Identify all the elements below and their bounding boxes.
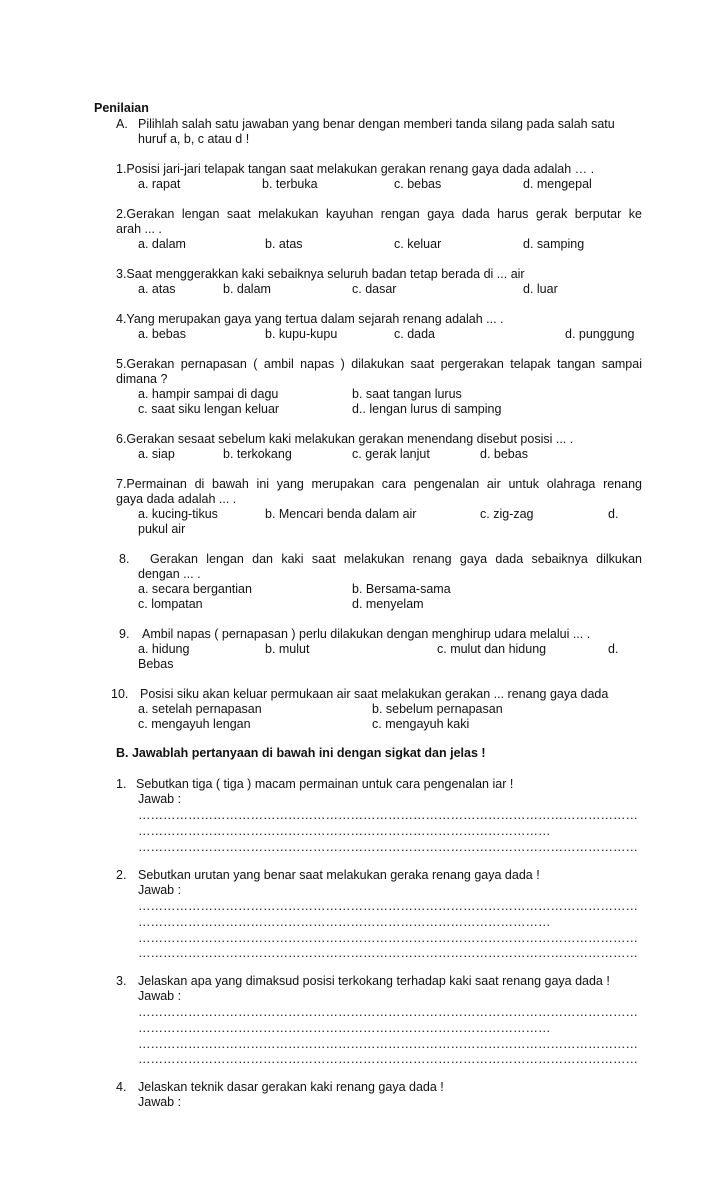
question-8-option-a: a. secara bergantian [138, 582, 252, 596]
question-9-text: Ambil napas ( pernapasan ) perlu dilakukan dengan menghirup udara melalui ... . [142, 627, 591, 641]
essay-3-question: Jelaskan apa yang dimaksud posisi terkokang terhadap kaki saat renang gaya dada ! [138, 974, 610, 988]
essay-3-answer-label: Jawab : [138, 989, 182, 1003]
question-10-option-a: a. setelah pernapasan [138, 702, 262, 716]
question-3-text: 3.Saat menggerakkan kaki sebaiknya seluruh badan tetap berada di ... air [116, 267, 525, 281]
question-7-option-c: c. zig-zag [480, 507, 534, 521]
question-8-option-d: d. menyelam [352, 597, 424, 611]
question-7-text-line1: 7.Permainan di bawah ini yang merupakan cara pengenalan air untuk olahraga renang [116, 477, 642, 491]
essay-2-question: Sebutkan urutan yang benar saat melakukan geraka renang gaya dada ! [138, 868, 540, 882]
question-8-option-b: b. Bersama-sama [352, 582, 451, 596]
question-1-option-d: d. mengepal [523, 177, 592, 191]
question-2-option-c: c. keluar [394, 237, 442, 251]
question-9-option-d: d. [608, 642, 619, 656]
question-7-option-b: b. Mencari benda dalam air [265, 507, 417, 521]
essay-4-number: 4. [116, 1080, 127, 1094]
essay-3-answer-line[interactable]: ………………………………………………………………………………………………………… [138, 1052, 638, 1066]
question-9-option-b: b. mulut [265, 642, 310, 656]
question-1-text: 1.Posisi jari-jari telapak tangan saat melakukan gerakan renang gaya dada adalah … . [116, 162, 595, 176]
essay-4-question: Jelaskan teknik dasar gerakan kaki renang gaya dada ! [138, 1080, 444, 1094]
question-6-option-b: b. terkokang [223, 447, 292, 461]
question-10-option-b: b. sebelum pernapasan [372, 702, 503, 716]
essay-2-answer-line[interactable]: ………………………………………………………………………………………………………… [138, 899, 638, 913]
essay-1-answer-label: Jawab : [138, 792, 182, 806]
question-3-option-d: d. luar [523, 282, 558, 296]
essay-2-answer-line[interactable]: ……………………………………………………………………………………… [138, 915, 551, 929]
essay-2-answer-label: Jawab : [138, 883, 182, 897]
question-4-option-b: b. kupu-kupu [265, 327, 338, 341]
question-1-option-a: a. rapat [138, 177, 181, 191]
page-title: Penilaian [94, 101, 149, 115]
essay-2-number: 2. [116, 868, 127, 882]
section-b-title: B. Jawablah pertanyaan di bawah ini dengan sigkat dan jelas ! [116, 746, 486, 760]
section-a-instruction-line1: Pilihlah salah satu jawaban yang benar dengan memberi tanda silang pada salah satu [138, 117, 615, 131]
question-4-option-a: a. bebas [138, 327, 186, 341]
question-3-option-a: a. atas [138, 282, 176, 296]
section-a-instruction-line2: huruf a, b, c atau d ! [138, 132, 250, 146]
essay-3-answer-line[interactable]: ………………………………………………………………………………………………………… [138, 1005, 638, 1019]
essay-3-number: 3. [116, 974, 127, 988]
question-8-option-c: c. lompatan [138, 597, 203, 611]
question-4-option-d: d. punggung [565, 327, 635, 341]
section-a-label: A. [116, 117, 128, 131]
question-5-text-line1: 5.Gerakan pernapasan ( ambil napas ) dilakukan saat pergerakan telapak tangan sampai [116, 357, 642, 371]
essay-1-answer-line[interactable]: ………………………………………………………………………………………………………… [138, 808, 638, 822]
question-4-text: 4.Yang merupakan gaya yang tertua dalam sejarah renang adalah ... . [116, 312, 504, 326]
essay-2-answer-line[interactable]: ………………………………………………………………………………………………………… [138, 931, 638, 945]
question-6-option-d: d. bebas [480, 447, 528, 461]
essay-1-number: 1. [116, 777, 127, 791]
question-5-option-a: a. hampir sampai di dagu [138, 387, 279, 401]
question-10-number: 10. [111, 687, 129, 701]
question-6-option-c: c. gerak lanjut [352, 447, 430, 461]
question-5-text-line2: dimana ? [116, 372, 168, 386]
question-6-option-a: a. siap [138, 447, 175, 461]
question-9-option-d-text: Bebas [138, 657, 174, 671]
question-7-option-d: d. [608, 507, 619, 521]
question-1-option-c: c. bebas [394, 177, 442, 191]
question-3-option-b: b. dalam [223, 282, 271, 296]
question-5-option-d: d.. lengan lurus di samping [352, 402, 502, 416]
question-2-option-d: d. samping [523, 237, 585, 251]
question-2-option-a: a. dalam [138, 237, 186, 251]
essay-1-answer-line[interactable]: ………………………………………………………………………………………………………… [138, 840, 638, 854]
essay-4-answer-label: Jawab : [138, 1095, 182, 1109]
question-5-option-c: c. saat siku lengan keluar [138, 402, 280, 416]
question-8-text-line2: dengan ... . [138, 567, 201, 581]
essay-3-answer-line[interactable]: ……………………………………………………………………………………… [138, 1021, 551, 1035]
question-5-option-b: b. saat tangan lurus [352, 387, 462, 401]
essay-2-answer-line[interactable]: ………………………………………………………………………………………………………… [138, 946, 638, 960]
question-7-option-d-text: pukul air [138, 522, 186, 536]
question-3-option-c: c. dasar [352, 282, 397, 296]
question-8-text-line1: Gerakan lengan dan kaki saat melakukan renang gaya dada sebaiknya dilkukan [150, 552, 642, 566]
question-6-text: 6.Gerakan sesaat sebelum kaki melakukan gerakan menendang disebut posisi ... . [116, 432, 574, 446]
essay-3-answer-line[interactable]: ………………………………………………………………………………………………………… [138, 1037, 638, 1051]
question-9-option-c: c. mulut dan hidung [437, 642, 547, 656]
question-4-option-c: c. dada [394, 327, 436, 341]
essay-1-question: Sebutkan tiga ( tiga ) macam permainan untuk cara pengenalan iar ! [136, 777, 514, 791]
question-8-number: 8. [119, 552, 130, 566]
question-2-text-line2: arah ... . [116, 222, 162, 236]
question-9-number: 9. [119, 627, 130, 641]
question-10-option-d: c. mengayuh kaki [372, 717, 470, 731]
question-10-text: Posisi siku akan keluar permukaan air saat melakukan gerakan ... renang gaya dada [140, 687, 609, 701]
question-7-option-a: a. kucing-tikus [138, 507, 218, 521]
essay-1-answer-line[interactable]: ……………………………………………………………………………………… [138, 824, 551, 838]
question-10-option-c: c. mengayuh lengan [138, 717, 251, 731]
question-9-option-a: a. hidung [138, 642, 190, 656]
question-1-option-b: b. terbuka [262, 177, 318, 191]
question-7-text-line2: gaya dada adalah ... . [116, 492, 237, 506]
question-2-text-line1: 2.Gerakan lengan saat melakukan kayuhan rengan gaya dada harus gerak berputar ke [116, 207, 642, 221]
question-2-option-b: b. atas [265, 237, 303, 251]
